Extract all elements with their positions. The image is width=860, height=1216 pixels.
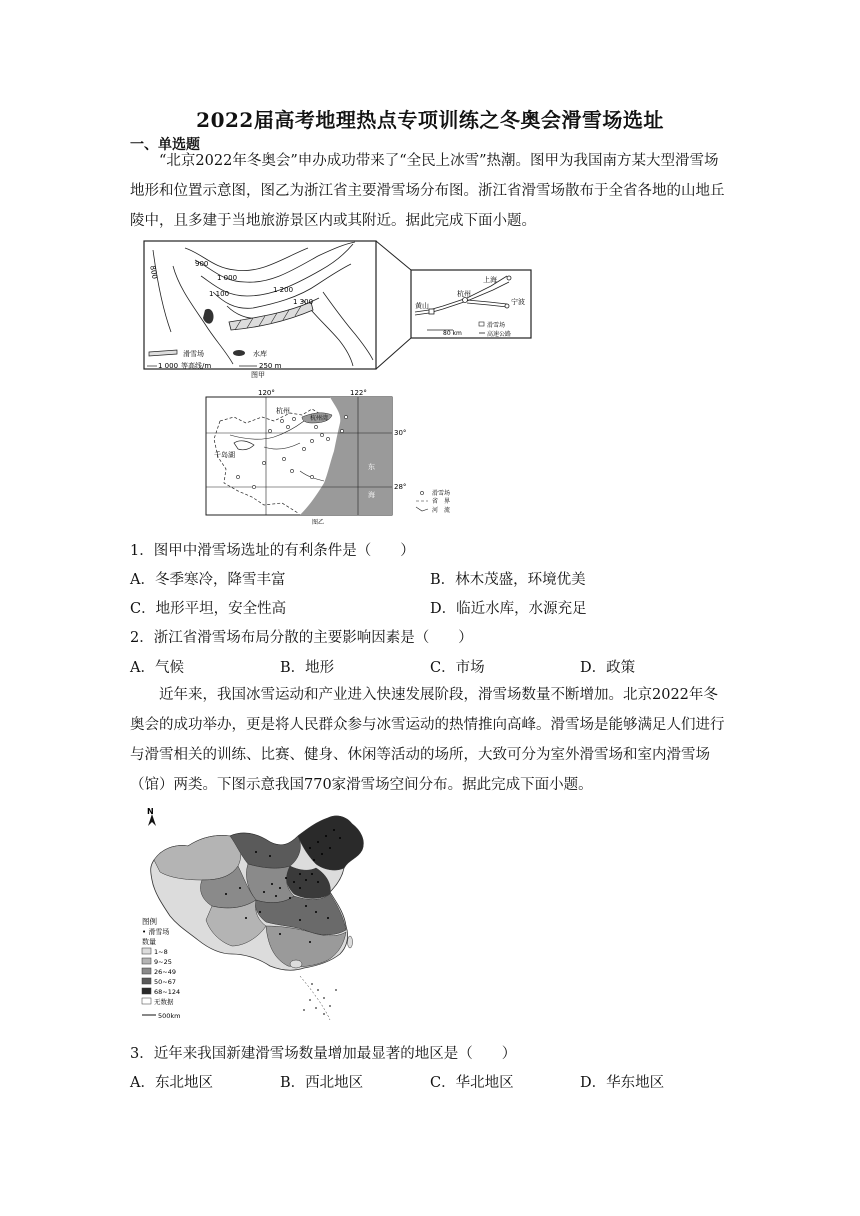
map-label-hangzhou: 杭州: [276, 407, 290, 415]
legend-river: 河 流: [432, 507, 451, 514]
inset-label-hangzhou: 杭州: [457, 290, 471, 298]
question-2-option-b[interactable]: B．地形: [280, 660, 335, 676]
question-1-option-b[interactable]: B．林木茂盛，环境优美: [430, 572, 586, 588]
contour-label: 1 100: [209, 290, 230, 298]
legend-swatch: [142, 988, 151, 994]
legend-swatch: [142, 998, 151, 1004]
inset-label-shanghai: 上海: [483, 276, 497, 284]
question-3-option-c[interactable]: C．华北地区: [430, 1075, 514, 1091]
legend-range-label: 9~25: [154, 958, 172, 966]
page-title: 2022届高考地理热点专项训练之冬奥会滑雪场选址: [196, 108, 664, 132]
question-2-option-a[interactable]: A．气候: [130, 660, 184, 676]
contour-label: 1 000: [217, 274, 238, 282]
legend-ski: • 滑雪场: [142, 928, 170, 936]
legend-title: 图例: [142, 917, 157, 926]
section-heading: 一、单选题: [130, 137, 200, 153]
legend-contour-label: 等高线/m: [181, 362, 212, 370]
contour-label: 1 200: [273, 286, 294, 294]
lat-label: 28°: [394, 483, 407, 491]
map-label-sea-2: 海: [368, 491, 375, 499]
contour-label: 1 300: [293, 298, 314, 306]
passage-1: “北京2022年冬奥会”申办成功带来了“全民上冰雪”热潮。图甲为我国南方某大型滑雪场地形和位置示意图，图乙为浙江省主要滑雪场分布图。浙江省滑雪场散布于全省各地的山地丘陵中，且多建于当地旅游景区内或其附近。据此完成下面小题。: [130, 153, 725, 229]
legend-contour-value: 1 000: [158, 362, 179, 370]
inset-scale: 80 km: [443, 330, 462, 337]
legend-swatch: [142, 958, 151, 964]
question-3-stem: 3．近年来我国新建滑雪场数量增加最显著的地区是（ ）: [130, 1046, 517, 1062]
legend-range-label: 50~67: [154, 978, 176, 986]
legend-range-label: 1~8: [154, 948, 168, 956]
question-2-option-d[interactable]: D．政策: [580, 660, 636, 676]
legend-ski: 滑雪场: [432, 490, 451, 497]
inset-label-ningbo: 宁波: [511, 298, 525, 306]
china-ski-resort-map: [140, 808, 392, 1028]
question-1-option-c[interactable]: C．地形平坦，安全性高: [130, 601, 287, 617]
lon-label: 120°: [258, 389, 275, 397]
question-2-option-c[interactable]: C．市场: [430, 660, 485, 676]
legend-range-label: 26~49: [154, 968, 176, 976]
map-label-bay: 杭州湾: [310, 415, 329, 422]
figure-b-zhejiang-map: [204, 387, 484, 527]
question-1-option-d[interactable]: D．临近水库，水源充足: [430, 601, 587, 617]
contour-label: 900: [195, 260, 209, 268]
legend-swatch: [142, 968, 151, 974]
legend-range-label: 无数据: [154, 998, 174, 1006]
figure-a-terrain-map: [143, 240, 535, 378]
contour-label: 800: [148, 265, 159, 280]
map-label-lake: 千岛湖: [214, 451, 235, 459]
legend-swatch: [142, 978, 151, 984]
legend-reservoir-label: 水库: [253, 350, 267, 358]
scale-label: 250 m: [259, 362, 282, 370]
map-scale: 500km: [158, 1012, 181, 1020]
legend-ski-label: 滑雪场: [183, 350, 204, 358]
legend-range-label: 68~124: [154, 988, 181, 996]
inset-legend-highway: 高速公路: [487, 331, 512, 338]
question-2-stem: 2．浙江省滑雪场布局分散的主要影响因素是（ ）: [130, 630, 473, 646]
lat-label: 30°: [394, 429, 407, 437]
map-label-sea-1: 东: [368, 463, 375, 471]
inset-label-huangshan: 黄山: [415, 302, 429, 310]
legend-count: 数量: [142, 938, 156, 946]
question-3-option-a[interactable]: A．东北地区: [130, 1075, 213, 1091]
lon-label: 122°: [350, 389, 367, 397]
legend-border: 省 界: [432, 498, 451, 505]
question-1-stem: 1．图甲中滑雪场选址的有利条件是（ ）: [130, 543, 415, 559]
figure-b-caption: 图乙: [312, 519, 325, 526]
question-3-option-b[interactable]: B．西北地区: [280, 1075, 364, 1091]
passage-2: 近年来，我国冰雪运动和产业进入快速发展阶段，滑雪场数量不断增加。北京2022年冬奥会的成功举办，更是将人民群众参与冰雪运动的热情推向高峰。滑雪场是能够满足人们进行与滑雪相关的训练、比赛、健身、休闲等活动的场所，大致可分为室外滑雪场和室内滑雪场（馆）两类。下图示意我国770家滑雪场空间分布。据此完成下面小题。: [130, 687, 725, 793]
question-3-option-d[interactable]: D．华东地区: [580, 1075, 665, 1091]
legend-swatch: [142, 948, 151, 954]
figure-a-caption: 图甲: [251, 371, 265, 378]
north-label: N: [147, 808, 154, 816]
question-1-option-a[interactable]: A．冬季寒冷，降雪丰富: [130, 572, 286, 588]
inset-legend-ski: 滑雪场: [487, 322, 506, 329]
legend-swatches: [142, 948, 180, 1006]
